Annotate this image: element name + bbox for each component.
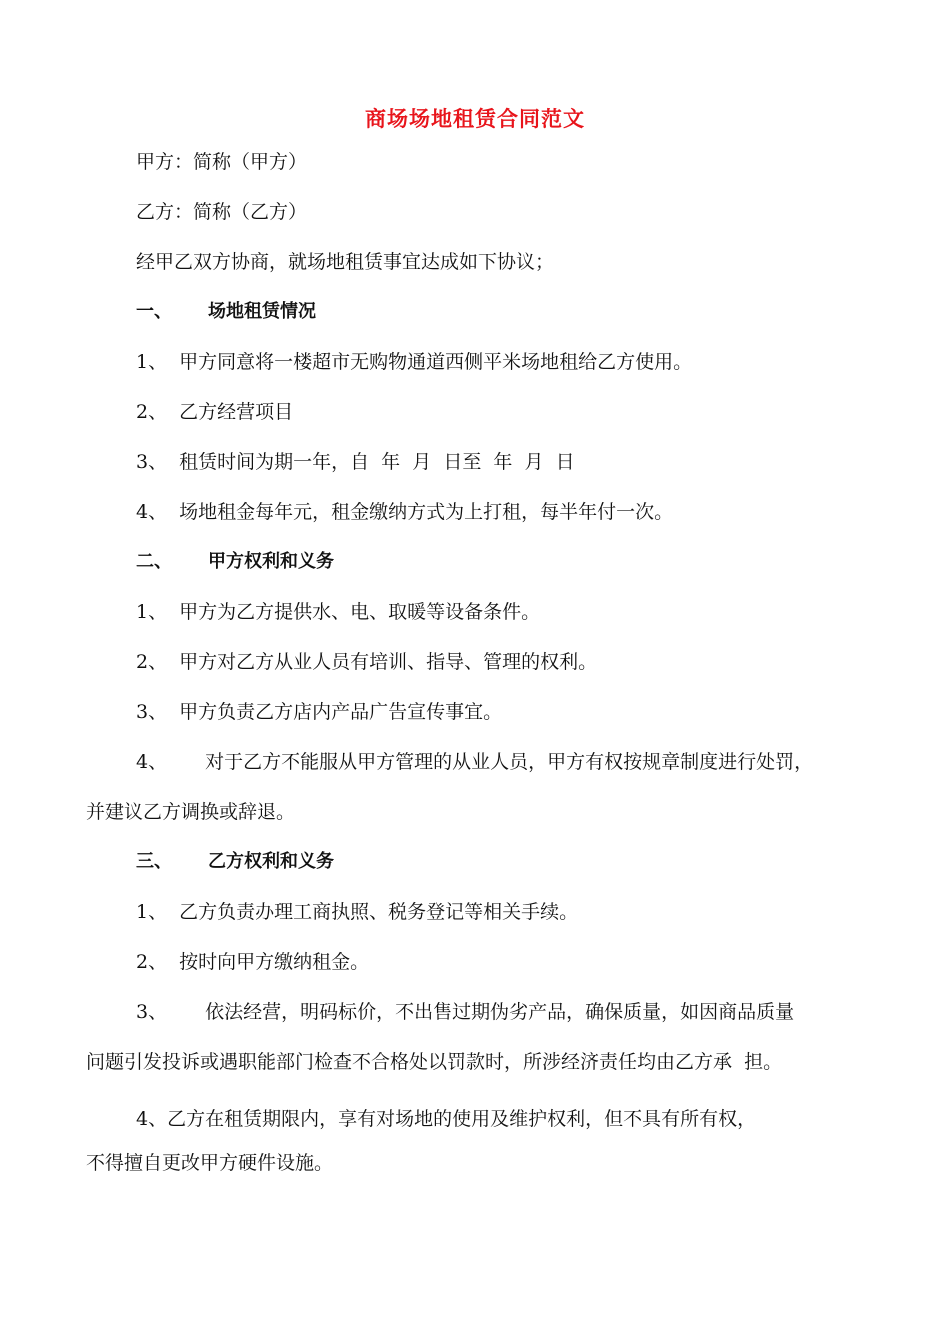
clause-text: 甲方为乙方提供水、电、取暖等设备条件。 [179, 601, 541, 623]
document-title: 商场场地租赁合同范文 [365, 107, 585, 131]
clause-number: 2、 [136, 401, 168, 423]
clause-number: 2、 [136, 651, 168, 673]
clause-item [136, 599, 540, 625]
section-title: 乙方权利和义务 [208, 851, 334, 872]
clause-text: 按时向甲方缴纳租金。 [179, 951, 370, 973]
clause-item [136, 1106, 756, 1132]
clause-item [136, 349, 692, 375]
intro-paragraph: 经甲乙双方协商，就场地租赁事宜达成如下协议； [136, 251, 555, 273]
clause-item [136, 449, 575, 475]
clause-text: 乙方在租赁期限内，享有对场地的使用及维护权利，但不具有所有权， [167, 1108, 757, 1130]
clause-number: 2、 [136, 951, 168, 973]
section-title: 场地租赁情况 [208, 301, 316, 322]
section-heading [136, 549, 334, 575]
section-number: 二、 [136, 551, 172, 572]
section-number: 三、 [136, 851, 172, 872]
clause-number: 3、 [136, 701, 168, 723]
party-b-line: 乙方：简称（乙方） [136, 201, 308, 223]
clause-item [136, 499, 673, 525]
clause-text: 乙方经营项目 [179, 401, 294, 423]
section-title: 甲方权利和义务 [208, 551, 334, 572]
clause-text: 租赁时间为期一年，自 年 月 日至 年 月 日 [179, 451, 575, 473]
section-heading [136, 849, 334, 875]
clause-item [136, 649, 597, 675]
clause-item [136, 949, 369, 975]
clause-continuation: 不得擅自更改甲方硬件设施。 [86, 1152, 334, 1174]
section-number: 一、 [136, 301, 172, 322]
clause-number: 1、 [136, 601, 168, 623]
clause-item [136, 899, 578, 925]
clause-text: 甲方对乙方从业人员有培训、指导、管理的权利。 [179, 651, 598, 673]
clause-continuation: 并建议乙方调换或辞退。 [86, 801, 296, 823]
clause-number: 4、 [136, 751, 168, 773]
clause-number: 1、 [136, 901, 168, 923]
clause-text: 乙方负责办理工商执照、税务登记等相关手续。 [179, 901, 579, 923]
clause-text: 甲方同意将一楼超市无购物通道西侧平米场地租给乙方使用。 [179, 351, 693, 373]
clause-text: 依法经营，明码标价，不出售过期伪劣产品，确保质量，如因商品质量 [205, 1001, 795, 1023]
clause-text: 场地租金每年元，租金缴纳方式为上打租，每半年付一次。 [179, 501, 674, 523]
clause-item [136, 999, 794, 1025]
clause-continuation: 问题引发投诉或遇职能部门检查不合格处以罚款时，所涉经济责任均由乙方承 担。 [86, 1051, 783, 1073]
clause-item [136, 699, 502, 725]
clause-number: 3、 [136, 451, 168, 473]
clause-text: 对于乙方不能服从甲方管理的从业人员，甲方有权按规章制度进行处罚， [205, 751, 814, 773]
clause-text: 甲方负责乙方店内产品广告宣传事宜。 [179, 701, 503, 723]
clause-item [136, 749, 813, 775]
clause-item [136, 399, 293, 425]
clause-number: 3、 [136, 1001, 168, 1023]
section-heading [136, 299, 316, 325]
clause-number: 4、 [136, 501, 168, 523]
party-a-line: 甲方：简称（甲方） [136, 151, 308, 173]
clause-number: 1、 [136, 351, 168, 373]
clause-number: 4、 [136, 1108, 168, 1130]
